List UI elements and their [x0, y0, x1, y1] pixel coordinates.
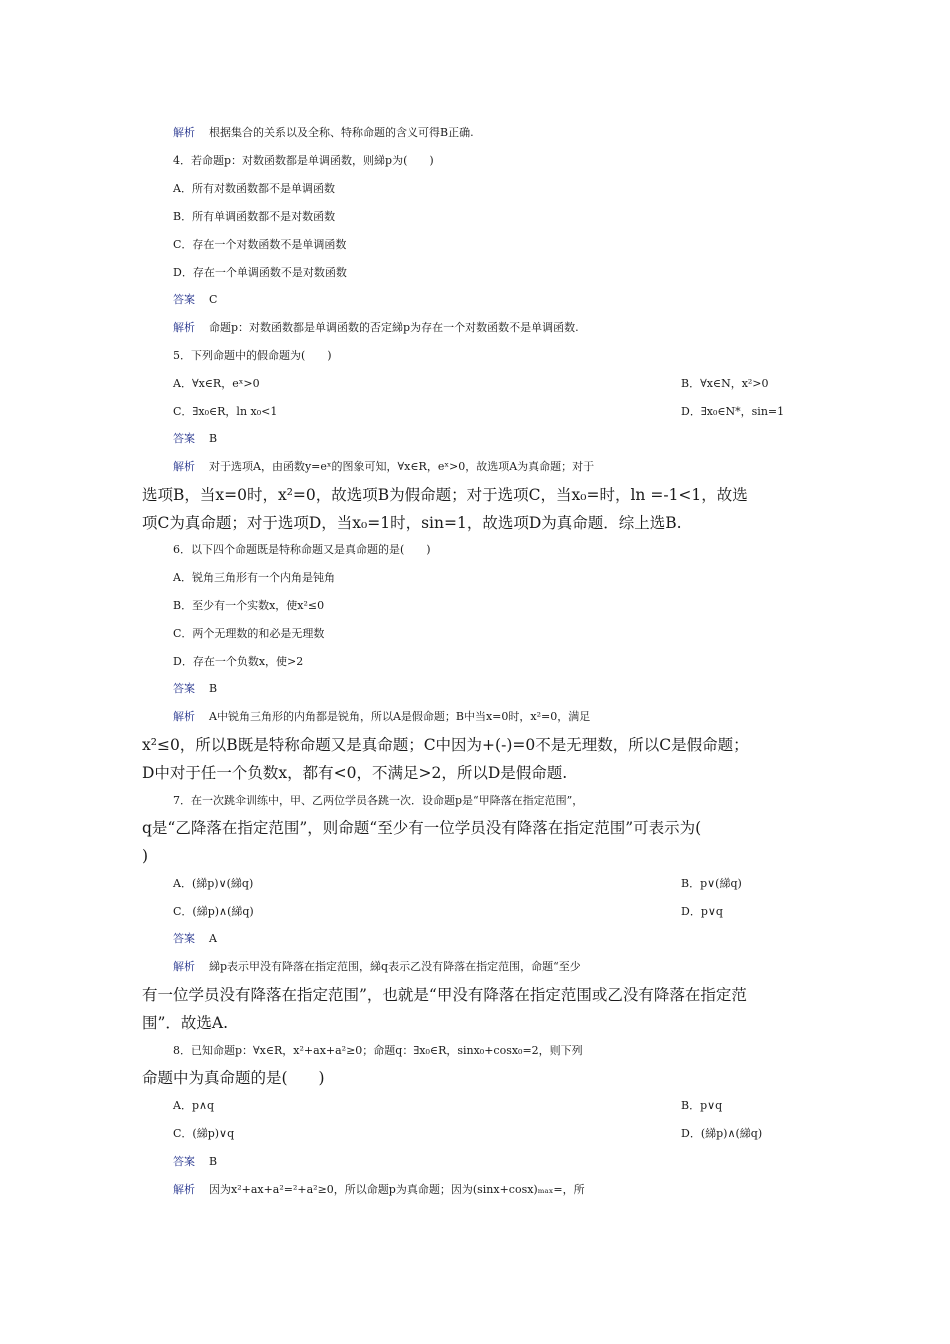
- option-d: D．存在一个单调函数不是对数函数: [173, 266, 347, 279]
- option-b: B．至少有一个实数x，使x²≤0: [173, 599, 325, 612]
- answer-line: 答案 B: [173, 682, 218, 695]
- answer-label: 答案: [173, 682, 195, 695]
- explanation-line: 解析 綈p表示甲没有降落在指定范围，綈q表示乙没有降落在指定范围，命题“至少: [173, 960, 581, 973]
- answer-line: 答案 C: [173, 293, 218, 306]
- answer-line: 答案 B: [173, 1155, 218, 1168]
- explanation-label: 解析: [173, 1183, 195, 1196]
- question-7-stem: ): [142, 847, 149, 865]
- explanation-line: 解析 对于选项A，由函数y=eˣ的图象可知，∀x∈R，eˣ>0，故选项A为真命题；对于: [173, 460, 595, 473]
- question-4-stem: 4．若命题p：对数函数都是单调函数，则綈p为( ): [173, 154, 434, 167]
- question-8-stem: 8．已知命题p：∀x∈R，x²+ax+a²≥0；命题q：∃x₀∈R，sinx₀+cosx₀=2，则下列: [173, 1044, 583, 1057]
- option-row: C．(綈p)∨q D．(綈p)∧(綈q): [173, 1127, 763, 1140]
- option-d: D．存在一个负数x，使>2: [173, 655, 304, 668]
- explanation-label: 解析: [173, 321, 195, 334]
- question-8-stem: 命题中为真命题的是( ): [142, 1069, 325, 1087]
- question-6-stem: 6．以下四个命题既是特称命题又是真命题的是( ): [173, 543, 431, 556]
- answer-label: 答案: [173, 432, 195, 445]
- explanation-line: 解析 因为x²+ax+a²=²+a²≥0，所以命题p为真命题；因为(sinx+cosx)ₘₐₓ=，所: [173, 1183, 585, 1196]
- answer-label: 答案: [173, 293, 195, 306]
- option-c: C．存在一个对数函数不是单调函数: [173, 238, 347, 251]
- explanation-text: 围”．故选A.: [142, 1014, 229, 1032]
- option-row: A．p∧q B．p∨q: [173, 1099, 723, 1112]
- option-c: C．两个无理数的和必是无理数: [173, 627, 325, 640]
- question-5-stem: 5．下列命题中的假命题为( ): [173, 349, 332, 362]
- explanation-text: 选项B，当x=0时，x²=0，故选项B为假命题；对于选项C，当x₀=时，ln =-1<1，故选: [142, 486, 748, 504]
- question-7-stem: q是“乙降落在指定范围”，则命题“至少有一位学员没有降落在指定范围”可表示为(: [142, 819, 702, 837]
- option-row: C．∃x₀∈R，ln x₀<1 D．∃x₀∈N*，sin=1: [173, 405, 785, 418]
- answer-line: 答案 A: [173, 932, 217, 945]
- explanation-text: D中对于任一个负数x，都有<0，不满足>2，所以D是假命题.: [142, 764, 568, 782]
- option-row: A．∀x∈R，eˣ>0 B．∀x∈N，x²>0: [173, 377, 769, 390]
- answer-label: 答案: [173, 932, 195, 945]
- explanation-label: 解析: [173, 710, 195, 723]
- explanation-line: 解析 根据集合的关系以及全称、特称命题的含义可得B正确.: [173, 126, 474, 139]
- option-row: C．(綈p)∧(綈q) D．p∨q: [173, 905, 723, 918]
- explanation-text: 有一位学员没有降落在指定范围”，也就是“甲没有降落在指定范围或乙没有降落在指定范: [142, 986, 747, 1004]
- explanation-text: x²≤0，所以B既是特称命题又是真命题；C中因为+(-)=0不是无理数，所以C是假命题；: [142, 736, 749, 754]
- option-a: A．锐角三角形有一个内角是钝角: [173, 571, 335, 584]
- explanation-label: 解析: [173, 460, 195, 473]
- option-a: A．所有对数函数都不是单调函数: [173, 182, 335, 195]
- explanation-line: 解析 命题p：对数函数都是单调函数的否定綈p为存在一个对数函数不是单调函数.: [173, 321, 579, 334]
- question-7-stem: 7．在一次跳伞训练中，甲、乙两位学员各跳一次．设命题p是“甲降落在指定范围”，: [173, 794, 584, 807]
- option-row: A．(綈p)∨(綈q) B．p∨(綈q): [173, 877, 742, 890]
- option-b: B．所有单调函数都不是对数函数: [173, 210, 336, 223]
- answer-line: 答案 B: [173, 432, 218, 445]
- explanation-label: 解析: [173, 960, 195, 973]
- answer-label: 答案: [173, 1155, 195, 1168]
- explanation-line: 解析 A中锐角三角形的内角都是锐角，所以A是假命题；B中当x=0时，x²=0，满足: [173, 710, 591, 723]
- explanation-label: 解析: [173, 126, 195, 139]
- explanation-text: 项C为真命题；对于选项D，当x₀=1时，sin=1，故选项D为真命题．综上选B.: [142, 514, 682, 532]
